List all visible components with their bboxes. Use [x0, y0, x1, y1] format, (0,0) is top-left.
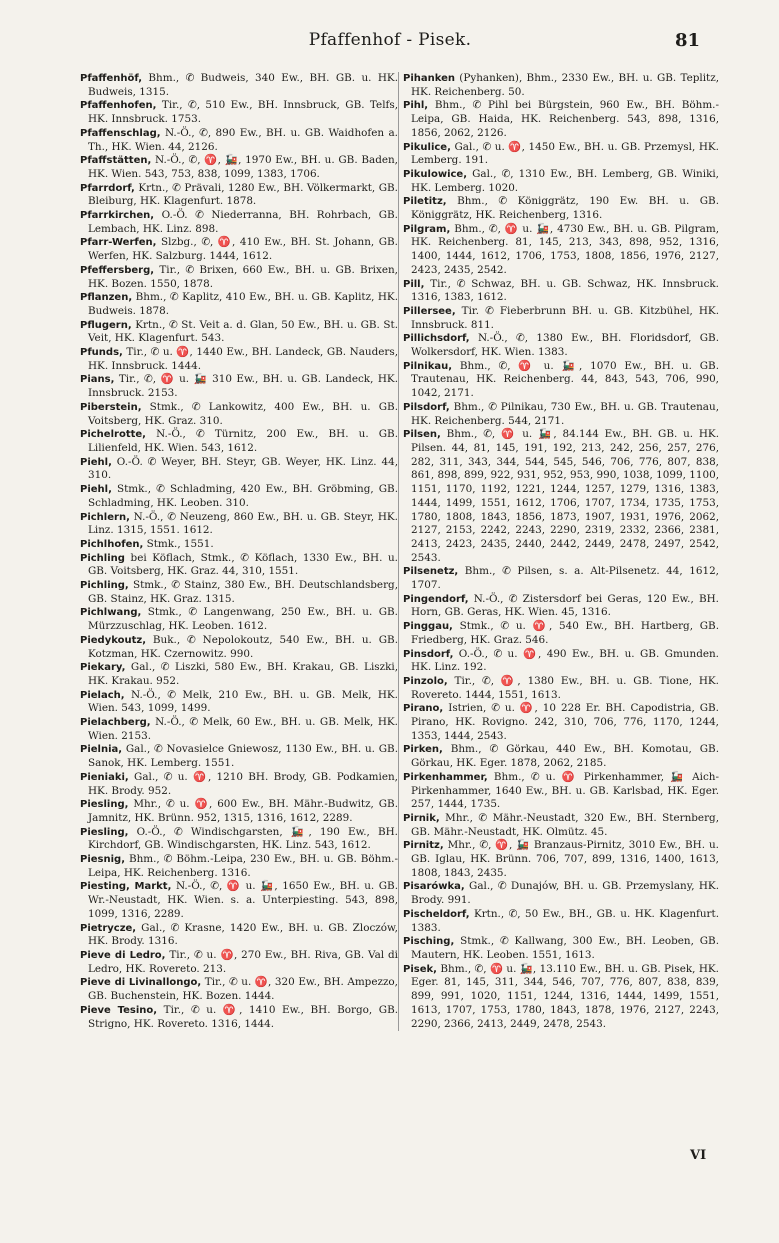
entry-place-name: Piedykoutz, — [80, 634, 146, 646]
entry-place-name: Piesnig, — [80, 854, 125, 866]
entry-place-name: Pfarrkirchen, — [80, 210, 155, 222]
entry-place-name: Pflugern, — [80, 319, 132, 331]
entry-place-name: Pilnikau, — [403, 360, 453, 372]
entry-details: Bhm., ✆ Budweis, 340 Ew., BH. GB. u. HK. Budweis, 1315. — [88, 72, 398, 98]
entry-details: Gal., ✆ u. ♈, 1450 Ew., BH. u. GB. Przemysl, HK. Lemberg. 191. — [411, 140, 719, 167]
gazetteer-entry — [80, 552, 398, 579]
entry-place-name: Pisek, — [403, 963, 437, 975]
gazetteer-entry — [403, 648, 719, 675]
entry-details: Tir., ✆ u. ♈, 270 Ew., BH. Riva, GB. Val di Ledro, HK. Rovereto. 213. — [88, 949, 398, 975]
gazetteer-entry — [403, 99, 719, 140]
entry-place-name: Pikulice, — [403, 141, 451, 153]
entry-details: Buk., ✆ Nepolokoutz, 540 Ew., BH. u. GB. Kotzman, HK. Czernowitz. 990. — [88, 633, 398, 660]
entry-place-name: Pirken, — [403, 744, 443, 756]
entry-place-name: Pinggau, — [403, 621, 453, 633]
entry-place-name: Pisching, — [403, 936, 455, 948]
entry-details: O.-Ö., ✆ Windischgarsten, 🚂, 190 Ew., BH. Kirchdorf, GB. Windischgarsten, HK. Linz. 543, 1612. — [88, 825, 398, 852]
gazetteer-entry — [80, 291, 398, 318]
entry-place-name: Pirnitz, — [403, 840, 444, 852]
gazetteer-entry — [80, 373, 398, 400]
entry-place-name: Pill, — [403, 278, 425, 290]
entry-place-name: Pilsen, — [403, 429, 441, 441]
entry-details: (Pyhanken), Bhm., 2330 Ew., BH. u. GB. Teplitz, HK. Reichenberg. 50. — [411, 72, 719, 98]
gazetteer-entry — [403, 743, 719, 770]
gazetteer-entry — [80, 976, 398, 1003]
entry-place-name: Pischeldorf, — [403, 908, 470, 920]
entry-place-name: Pirano, — [403, 703, 444, 715]
entry-place-name: Pinzolo, — [403, 675, 448, 687]
entry-details: Krtn., ✆, 50 Ew., BH., GB. u. HK. Klagenfurt. 1383. — [411, 907, 719, 934]
gazetteer-entry — [80, 826, 398, 853]
entry-details: Stmk., ✆ Kallwang, 300 Ew., BH. Leoben, GB. Mautern, HK. Leoben. 1551, 1613. — [411, 935, 719, 961]
gazetteer-entry — [403, 428, 719, 565]
gazetteer-entry — [80, 346, 398, 373]
entry-details: Slzbg., ✆, ♈, 410 Ew., BH. St. Johann, GB. Werfen, HK. Salzburg. 1444, 1612. — [88, 236, 398, 263]
gazetteer-entry — [80, 236, 398, 263]
entry-place-name: Pfunds, — [80, 347, 123, 359]
gazetteer-entry — [403, 908, 719, 935]
entry-place-name: Piehl, — [80, 484, 112, 496]
entry-details: Bhm., ✆ Pihl bei Bürgstein, 960 Ew., BH. Böhm.-Leipa, GB. Haida, HK. Reichenberg. 543, 898, 1316, 1856, 2062, 2126. — [411, 99, 719, 139]
gazetteer-entry — [403, 278, 719, 305]
entry-details: N.-Ö., ✆, 890 Ew., BH. u. GB. Waidhofen a. Th., HK. Wien. 44, 2126. — [88, 126, 398, 153]
gazetteer-entry — [80, 743, 398, 770]
entry-details: Stmk., ✆ Langenwang, 250 Ew., BH. u. GB. Mürzzuschlag, HK. Leoben. 1612. — [88, 606, 398, 633]
entry-details: N.-Ö., ✆, ♈, 🚂, 1970 Ew., BH. u. GB. Baden, HK. Wien. 543, 753, 838, 1099, 1383, 1706. — [88, 154, 398, 180]
entry-details: N.-Ö., ✆, 1380 Ew., BH. Floridsdorf, GB. Wolkersdorf, HK. Wien. 1383. — [411, 332, 719, 359]
gazetteer-entry — [80, 127, 398, 154]
gazetteer-entry — [80, 606, 398, 633]
entry-place-name: Pirkenhammer, — [403, 771, 488, 783]
entry-place-name: Pieniaki, — [80, 771, 129, 783]
entry-place-name: Pfaffstätten, — [80, 155, 152, 167]
entry-details: N.-Ö., ✆ Zistersdorf bei Geras, 120 Ew., BH. Horn, GB. Geras, HK. Wien. 45, 1316. — [411, 592, 719, 619]
entry-place-name: Pfaffenschlag, — [80, 127, 161, 139]
entry-place-name: Piehl, — [80, 456, 112, 468]
entry-details: Gal., ✆ Liszki, 580 Ew., BH. Krakau, GB. Liszki, HK. Krakau. 952. — [88, 661, 398, 687]
entry-details: Stmk., ✆ Schladming, 420 Ew., BH. Gröbming, GB. Schladming, HK. Leoben. 310. — [88, 483, 398, 509]
entry-place-name: Piesling, — [80, 826, 129, 838]
entry-details: Gal., ✆ Dunajów, BH. u. GB. Przemyslany, HK. Brody. 991. — [411, 880, 719, 907]
entry-details: Bhm., ✆, ♈ u. 🚂, 13.110 Ew., BH. u. GB. Pisek, HK. Eger. 81, 145, 311, 344, 546, 707, 776, 807, 838, 839, 899, 991, 1020, 1151, 1244, 1316, 1444, 1499, 1551, 1613, 1707, 1753, 1780, 1843, 1878, 1976, 2127, 2243, 2290, 2366, 2413, 2449, 2478, 2543. — [411, 962, 719, 1030]
entry-details: N.-Ö., ✆ Neuzeng, 860 Ew., BH. u. GB. Steyr, HK. Linz. 1315, 1551. 1612. — [88, 510, 398, 537]
entry-details: Stmk., ✆ u. ♈, 540 Ew., BH. Hartberg, GB. Friedberg, HK. Graz. 546. — [411, 620, 719, 646]
entry-details: Bhm., ✆ u. ♈ Pirkenhammer, 🚂 Aich-Pirkenhammer, 1640 Ew., BH. u. GB. Karlsbad, HK. Eger. 257, 1444, 1735. — [411, 770, 719, 811]
right-column — [398, 72, 719, 1031]
gazetteer-entry — [80, 1004, 398, 1031]
entry-details: Mhr., ✆ u. ♈, 600 Ew., BH. Mähr.-Budwitz, GB. Jamnitz, HK. Brünn. 952, 1315, 1316, 1612, 2289. — [88, 798, 398, 824]
entry-place-name: Pilgram, — [403, 223, 451, 235]
running-head: Pfaffenhof - Pisek. — [308, 30, 472, 50]
entry-place-name: Pilsdorf, — [403, 401, 450, 413]
entry-details: Tir., ✆ Brixen, 660 Ew., BH. u. GB. Brixen, HK. Bozen. 1550, 1878. — [88, 263, 398, 290]
gazetteer-entry — [403, 935, 719, 962]
entry-place-name: Pisarówka, — [403, 881, 465, 893]
entry-place-name: Pichlwang, — [80, 607, 142, 619]
entry-details: Stmk., 1551. — [143, 537, 214, 550]
entry-details: Bhm., ✆ Böhm.-Leipa, 230 Ew., BH. u. GB. Böhm.-Leipa, HK. Reichenberg. 1316. — [88, 853, 398, 879]
entry-place-name: Pielnia, — [80, 744, 123, 756]
gazetteer-entry — [80, 771, 398, 798]
gazetteer-entry — [403, 620, 719, 647]
gazetteer-entry — [80, 922, 398, 949]
entry-place-name: Pichling — [80, 552, 125, 564]
entry-details: N.-Ö., ✆ Türnitz, 200 Ew., BH. u. GB. Lilienfeld, HK. Wien. 543, 1612. — [88, 428, 398, 454]
entry-place-name: Pielachberg, — [80, 717, 151, 729]
entry-place-name: Pfaffenhöf, — [80, 73, 143, 84]
entry-place-name: Pirnik, — [403, 812, 440, 824]
gazetteer-entry — [403, 401, 719, 428]
left-column — [80, 72, 398, 1031]
gazetteer-entry — [80, 401, 398, 428]
entry-place-name: Pichelrotte, — [80, 429, 146, 441]
entry-place-name: Pietrycze, — [80, 922, 137, 934]
entry-place-name: Pihanken — [403, 73, 456, 84]
gazetteer-entry — [403, 839, 719, 880]
entry-details: N.-Ö., ✆ Melk, 60 Ew., BH. u. GB. Melk, HK. Wien. 2153. — [88, 716, 398, 742]
entry-details: Bhm., ✆, ♈ u. 🚂, 84.144 Ew., BH. GB. u. HK. Pilsen. 44, 81, 145, 191, 192, 213, 242, 256, 257, 276, 282, 311, 343, 344, 544, 545, 546, 706, 776, 807, 838, 861, 898, 899, 922, 931, 952, 953, 990, 1038, 1099, 1100, 1151, 1170, 1192, 1221, 1244, 1257, 1279, 1316, 1383, 1444, 1499, 1551, 1612, 1706, 1707, 1734, 1735, 1753, 1780, 1808, 1843, 1856, 1873, 1907, 1931, 1976, 2062, 2127, 2153, 2242, 2243, 2290, 2319, 2332, 2366, 2381, 2413, 2423, 2435, 2440, 2442, 2449, 2478, 2497, 2542, 2543. — [411, 428, 719, 564]
entry-details: Bhm., ✆ Görkau, 440 Ew., BH. Komotau, GB. Görkau, HK. Eger. 1878, 2062, 2185. — [411, 743, 719, 770]
gazetteer-entry — [403, 675, 719, 702]
entry-details: Gal., ✆, 1310 Ew., BH. Lemberg, GB. Winiki, HK. Lemberg. 1020. — [411, 167, 719, 194]
gazetteer-entry — [403, 593, 719, 620]
gazetteer-entry — [80, 456, 398, 483]
entry-details: Tir., ✆ Schwaz, BH. u. GB. Schwaz, HK. Innsbruck. 1316, 1383, 1612. — [411, 277, 719, 304]
gazetteer-entry — [403, 880, 719, 907]
entry-details: Mhr., ✆, ♈, 🚂 Branzaus-Pirnitz, 3010 Ew., BH. u. GB. Iglau, HK. Brünn. 706, 707, 899, 1316, 1400, 1613, 1808, 1843, 2435. — [411, 839, 719, 879]
gazetteer-entry — [80, 154, 398, 181]
gazetteer-entry — [403, 72, 719, 99]
entry-details: Tir., ✆ u. ♈, 1410 Ew., BH. Borgo, GB. Strigno, HK. Rovereto. 1316, 1444. — [88, 1003, 399, 1030]
gazetteer-entry — [403, 771, 719, 812]
entry-details: Gal., ✆ Krasne, 1420 Ew., BH. u. GB. Zloczów, HK. Brody. 1316. — [88, 921, 398, 948]
entry-place-name: Pieve di Ledro, — [80, 950, 166, 961]
entry-place-name: Pfaffenhofen, — [80, 100, 157, 112]
entry-place-name: Pieve Tesino, — [80, 1004, 158, 1016]
entry-details: Bhm., ✆ Königgrätz, 190 Ew. BH. u. GB. Königgrätz, HK. Reichenberg, 1316. — [411, 195, 719, 222]
entry-details: Tir., ✆, ♈ u. 🚂 310 Ew., BH. u. GB. Landeck, HK. Innsbruck. 2153. — [88, 373, 398, 400]
entry-place-name: Piberstein, — [80, 401, 142, 413]
entry-details: Bhm., ✆, ♈ u. 🚂, 1070 Ew., BH. u. GB. Trautenau, HK. Reichenberg. 44, 843, 543, 706, 990, 1042, 2171. — [411, 359, 719, 400]
entry-place-name: Pilsenetz, — [403, 566, 459, 578]
entry-place-name: Pflanzen, — [80, 292, 133, 304]
entry-details: O.-Ö. ✆ Niederranna, BH. Rohrbach, GB. Lembach, HK. Linz. 898. — [88, 209, 398, 235]
entry-details: Mhr., ✆ Mähr.-Neustadt, 320 Ew., BH. Sternberg, GB. Mähr.-Neustadt, HK. Olmütz. 45. — [411, 811, 719, 838]
entry-details: Istrien, ✆ u. ♈, 10 228 Er. BH. Capodistria, GB. Pirano, HK. Rovigno. 242, 310, 706, 776, 1170, 1244, 1353, 1444, 2543. — [411, 702, 719, 742]
entry-place-name: Pichling, — [80, 580, 129, 592]
entry-place-name: Pieve di Livinallongo, — [80, 977, 202, 989]
entry-details: Gal., ✆ u. ♈, 1210 BH. Brody, GB. Podkamien, HK. Brody. 952. — [88, 770, 398, 797]
gazetteer-entry — [80, 72, 398, 99]
gazetteer-entry — [80, 853, 398, 880]
entry-place-name: Pingendorf, — [403, 593, 469, 605]
entry-details: N.-Ö., ✆, ♈ u. 🚂, 1650 Ew., BH. u. GB. Wr.-Neustadt, HK. Wien. s. a. Unterpiesting. 543, 898, 1099, 1316, 2289. — [88, 880, 398, 920]
gazetteer-entry — [80, 99, 398, 126]
entry-place-name: Pihl, — [403, 100, 429, 112]
gazetteer-entry — [403, 305, 719, 332]
gazetteer-entry — [80, 538, 398, 552]
entry-details: Stmk., ✆ Lankowitz, 400 Ew., BH. u. GB. Voitsberg, HK. Graz. 310. — [88, 400, 398, 427]
entry-details: Krtn., ✆ St. Veit a. d. Glan, 50 Ew., BH. u. GB. St. Veit, HK. Klagenfurt. 543. — [88, 318, 398, 345]
entry-details: Tir., ✆, 510 Ew., BH. Innsbruck, GB. Telfs, HK. Innsbruck. 1753. — [88, 99, 398, 126]
entry-place-name: Pichlern, — [80, 511, 130, 523]
entry-details: Bhm., ✆ Pilsen, s. a. Alt-Pilsenetz. 44, 1612, 1707. — [411, 565, 719, 592]
entry-details: O.-Ö. ✆ Weyer, BH. Steyr, GB. Weyer, HK. Linz. 44, 310. — [88, 455, 398, 482]
gazetteer-entry — [80, 634, 398, 661]
entry-place-name: Piekary, — [80, 662, 126, 674]
gazetteer-entry — [403, 565, 719, 592]
gazetteer-entry — [403, 812, 719, 839]
entry-details: Bhm., ✆, ♈ u. 🚂, 4730 Ew., BH. u. GB. Pilgram, HK. Reichenberg. 81, 145, 213, 343, 898, 952, 1316, 1400, 1444, 1612, 1706, 1753, 1808, 1856, 1976, 2127, 2423, 2435, 2542. — [411, 222, 719, 276]
entry-place-name: Piesling, — [80, 799, 129, 811]
entry-place-name: Pillersee, — [403, 305, 456, 317]
page-number: 81 — [674, 30, 700, 51]
gazetteer-entry — [80, 579, 398, 606]
entry-place-name: Pfarrdorf, — [80, 182, 135, 194]
gazetteer-entry — [403, 168, 719, 195]
page-header — [80, 30, 700, 54]
entry-details: bei Köflach, Stmk., ✆ Köflach, 1330 Ew., BH. u. GB. Voitsberg, HK. Graz. 44, 310, 1551. — [88, 551, 398, 578]
gazetteer-entry — [403, 223, 719, 278]
entry-place-name: Pielach, — [80, 689, 125, 701]
entry-place-name: Piesting, Markt, — [80, 881, 172, 893]
signature-mark: VI — [690, 1148, 707, 1163]
entry-place-name: Pinsdorf, — [403, 648, 454, 660]
gazetteer-entry — [80, 511, 398, 538]
entry-details: Stmk., ✆ Stainz, 380 Ew., BH. Deutschlandsberg, GB. Stainz, HK. Graz. 1315. — [88, 579, 398, 605]
gazetteer-entry — [80, 949, 398, 976]
entry-details: Gal., ✆ Novasielce Gniewosz, 1130 Ew., BH. u. GB. Sanok, HK. Lemberg. 1551. — [88, 743, 398, 770]
gazetteer-entry — [80, 661, 398, 688]
gazetteer-entry — [80, 264, 398, 291]
entry-place-name: Pichlhofen, — [80, 538, 144, 550]
entry-details: Tir., ✆, ♈, 1380 Ew., BH. u. GB. Tione, HK. Rovereto. 1444, 1551, 1613. — [411, 674, 719, 701]
entry-details: Bhm., ✆ Kaplitz, 410 Ew., BH. u. GB. Kaplitz, HK. Budweis. 1878. — [88, 291, 398, 317]
gazetteer-entry — [80, 182, 398, 209]
entry-details: Tir. ✆ Fieberbrunn BH. u. GB. Kitzbühel, HK. Innsbruck. 811. — [411, 304, 719, 331]
gazetteer-entry — [403, 702, 719, 743]
gazetteer-entry — [80, 798, 398, 825]
entry-details: Bhm., ✆ Pilnikau, 730 Ew., BH. u. GB. Trautenau, HK. Reichenberg. 544, 2171. — [411, 400, 719, 427]
entry-place-name: Pfeffersberg, — [80, 264, 155, 276]
gazetteer-entry — [80, 483, 398, 510]
gazetteer-entry — [403, 141, 719, 168]
gazetteer-entry — [80, 689, 398, 716]
entry-place-name: Piletitz, — [403, 196, 447, 208]
gazetteer-entry — [80, 428, 398, 455]
entry-details: N.-Ö., ✆ Melk, 210 Ew., BH. u. GB. Melk, HK. Wien. 543, 1099, 1499. — [88, 688, 398, 715]
entry-details: Tir., ✆ u. ♈, 1440 Ew., BH. Landeck, GB. Nauders, HK. Innsbruck. 1444. — [88, 346, 398, 372]
gazetteer-entry — [403, 195, 719, 222]
entry-details: Krtn., ✆ Prävali, 1280 Ew., BH. Völkermarkt, GB. Bleiburg, HK. Klagenfurt. 1878. — [88, 181, 398, 208]
entry-place-name: Pikulowice, — [403, 168, 467, 180]
entry-place-name: Pians, — [80, 374, 115, 386]
gazetteer-entry — [403, 360, 719, 401]
gazetteer-entry — [80, 319, 398, 346]
entry-details: Tir., ✆ u. ♈, 320 Ew., BH. Ampezzo, GB. Buchenstein, HK. Bozen. 1444. — [88, 976, 398, 1003]
gazetteer-entry — [80, 716, 398, 743]
gazetteer-entry — [403, 332, 719, 359]
gazetteer-entry — [80, 880, 398, 921]
gazetteer-entry — [80, 209, 398, 236]
entry-details: O.-Ö., ✆ u. ♈, 490 Ew., BH. u. GB. Gmunden. HK. Linz. 192. — [411, 647, 719, 674]
entry-place-name: Pfarr-Werfen, — [80, 237, 157, 249]
gazetteer-entry — [403, 963, 719, 1032]
entry-place-name: Pillichsdorf, — [403, 333, 470, 345]
